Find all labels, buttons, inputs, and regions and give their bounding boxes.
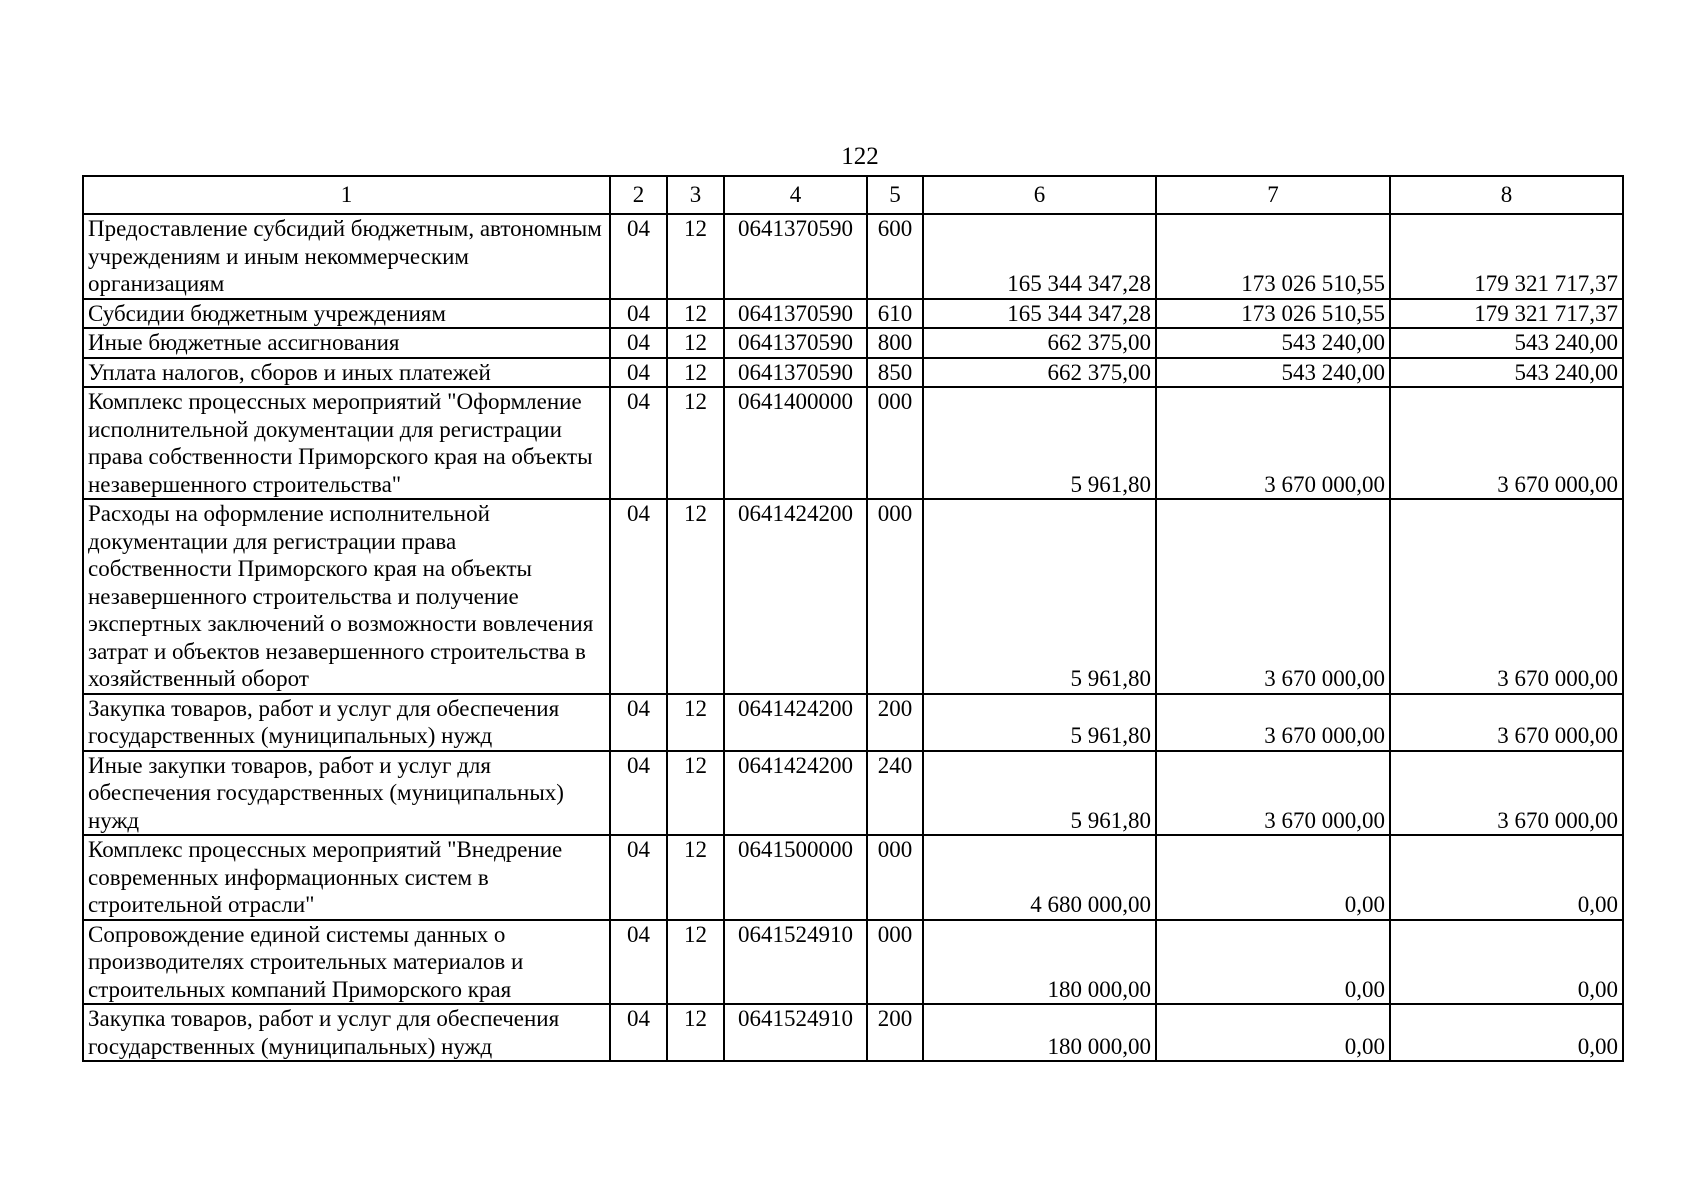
amount-year1-cell: 180 000,00 bbox=[923, 920, 1156, 1005]
amount-year3-cell: 3 670 000,00 bbox=[1390, 387, 1623, 499]
expense-type-cell: 000 bbox=[867, 387, 923, 499]
amount-year1-cell: 165 344 347,28 bbox=[923, 299, 1156, 329]
row-name-cell: Расходы на оформление исполнительной документации для регистрации права собственности Приморского края на объекты незавершенного строительства и получение экспертных заключений о возможности вовлечения затрат и объектов незавершенного строительства в хозяйственный оборот bbox=[83, 499, 610, 694]
table-row bbox=[83, 835, 1623, 920]
target-article-cell: 0641370590 bbox=[724, 358, 867, 388]
section-code-cell: 04 bbox=[610, 835, 667, 920]
expense-type-cell: 200 bbox=[867, 1004, 923, 1061]
subsection-code-cell: 12 bbox=[667, 835, 724, 920]
table-row bbox=[83, 751, 1623, 836]
table-row bbox=[83, 387, 1623, 499]
table-row bbox=[83, 1004, 1623, 1061]
column-header: 6 bbox=[923, 176, 1156, 214]
header-row bbox=[83, 176, 1623, 214]
amount-year3-cell: 3 670 000,00 bbox=[1390, 694, 1623, 751]
row-name-cell: Закупка товаров, работ и услуг для обеспечения государственных (муниципальных) нужд bbox=[83, 694, 610, 751]
column-header: 2 bbox=[610, 176, 667, 214]
table-row bbox=[83, 499, 1623, 694]
amount-year3-cell: 179 321 717,37 bbox=[1390, 214, 1623, 299]
column-header: 1 bbox=[83, 176, 610, 214]
subsection-code-cell: 12 bbox=[667, 751, 724, 836]
column-header: 3 bbox=[667, 176, 724, 214]
column-header: 5 bbox=[867, 176, 923, 214]
amount-year2-cell: 173 026 510,55 bbox=[1156, 299, 1390, 329]
amount-year2-cell: 3 670 000,00 bbox=[1156, 387, 1390, 499]
row-name-cell: Комплекс процессных мероприятий "Оформление исполнительной документации для регистрации права собственности Приморского края на объекты незавершенного строительства" bbox=[83, 387, 610, 499]
section-code-cell: 04 bbox=[610, 214, 667, 299]
expense-type-cell: 610 bbox=[867, 299, 923, 329]
section-code-cell: 04 bbox=[610, 499, 667, 694]
amount-year1-cell: 5 961,80 bbox=[923, 499, 1156, 694]
target-article-cell: 0641524910 bbox=[724, 1004, 867, 1061]
subsection-code-cell: 12 bbox=[667, 214, 724, 299]
expense-type-cell: 800 bbox=[867, 328, 923, 358]
column-header: 4 bbox=[724, 176, 867, 214]
section-code-cell: 04 bbox=[610, 1004, 667, 1061]
expense-type-cell: 000 bbox=[867, 920, 923, 1005]
column-header: 8 bbox=[1390, 176, 1623, 214]
amount-year2-cell: 3 670 000,00 bbox=[1156, 499, 1390, 694]
section-code-cell: 04 bbox=[610, 751, 667, 836]
row-name-cell: Комплекс процессных мероприятий "Внедрение современных информационных систем в строительной отрасли" bbox=[83, 835, 610, 920]
expense-type-cell: 240 bbox=[867, 751, 923, 836]
row-name-cell: Иные закупки товаров, работ и услуг для обеспечения государственных (муниципальных) нужд bbox=[83, 751, 610, 836]
target-article-cell: 0641370590 bbox=[724, 299, 867, 329]
expense-type-cell: 600 bbox=[867, 214, 923, 299]
row-name-cell: Закупка товаров, работ и услуг для обеспечения государственных (муниципальных) нужд bbox=[83, 1004, 610, 1061]
amount-year3-cell: 3 670 000,00 bbox=[1390, 499, 1623, 694]
subsection-code-cell: 12 bbox=[667, 499, 724, 694]
target-article-cell: 0641424200 bbox=[724, 751, 867, 836]
row-name-cell: Уплата налогов, сборов и иных платежей bbox=[83, 358, 610, 388]
target-article-cell: 0641424200 bbox=[724, 694, 867, 751]
expense-type-cell: 000 bbox=[867, 499, 923, 694]
amount-year2-cell: 3 670 000,00 bbox=[1156, 694, 1390, 751]
subsection-code-cell: 12 bbox=[667, 358, 724, 388]
row-name-cell: Иные бюджетные ассигнования bbox=[83, 328, 610, 358]
subsection-code-cell: 12 bbox=[667, 299, 724, 329]
amount-year3-cell: 3 670 000,00 bbox=[1390, 751, 1623, 836]
column-header: 7 bbox=[1156, 176, 1390, 214]
amount-year2-cell: 3 670 000,00 bbox=[1156, 751, 1390, 836]
amount-year3-cell: 179 321 717,37 bbox=[1390, 299, 1623, 329]
table-row bbox=[83, 694, 1623, 751]
amount-year3-cell: 543 240,00 bbox=[1390, 328, 1623, 358]
amount-year1-cell: 4 680 000,00 bbox=[923, 835, 1156, 920]
target-article-cell: 0641424200 bbox=[724, 499, 867, 694]
section-code-cell: 04 bbox=[610, 694, 667, 751]
table-row bbox=[83, 299, 1623, 329]
amount-year3-cell: 543 240,00 bbox=[1390, 358, 1623, 388]
amount-year2-cell: 173 026 510,55 bbox=[1156, 214, 1390, 299]
amount-year1-cell: 662 375,00 bbox=[923, 328, 1156, 358]
expense-type-cell: 850 bbox=[867, 358, 923, 388]
target-article-cell: 0641370590 bbox=[724, 214, 867, 299]
table-row bbox=[83, 214, 1623, 299]
section-code-cell: 04 bbox=[610, 920, 667, 1005]
amount-year3-cell: 0,00 bbox=[1390, 835, 1623, 920]
target-article-cell: 0641500000 bbox=[724, 835, 867, 920]
table-row bbox=[83, 920, 1623, 1005]
row-name-cell: Субсидии бюджетным учреждениям bbox=[83, 299, 610, 329]
amount-year1-cell: 5 961,80 bbox=[923, 751, 1156, 836]
expense-type-cell: 200 bbox=[867, 694, 923, 751]
target-article-cell: 0641524910 bbox=[724, 920, 867, 1005]
amount-year1-cell: 662 375,00 bbox=[923, 358, 1156, 388]
amount-year1-cell: 5 961,80 bbox=[923, 694, 1156, 751]
amount-year1-cell: 165 344 347,28 bbox=[923, 214, 1156, 299]
budget-table bbox=[82, 175, 1624, 1062]
subsection-code-cell: 12 bbox=[667, 694, 724, 751]
table-body bbox=[83, 214, 1623, 1061]
section-code-cell: 04 bbox=[610, 328, 667, 358]
target-article-cell: 0641400000 bbox=[724, 387, 867, 499]
subsection-code-cell: 12 bbox=[667, 920, 724, 1005]
section-code-cell: 04 bbox=[610, 299, 667, 329]
subsection-code-cell: 12 bbox=[667, 1004, 724, 1061]
page-number: 122 bbox=[841, 143, 879, 170]
section-code-cell: 04 bbox=[610, 358, 667, 388]
section-code-cell: 04 bbox=[610, 387, 667, 499]
amount-year1-cell: 5 961,80 bbox=[923, 387, 1156, 499]
amount-year2-cell: 543 240,00 bbox=[1156, 328, 1390, 358]
expense-type-cell: 000 bbox=[867, 835, 923, 920]
amount-year3-cell: 0,00 bbox=[1390, 920, 1623, 1005]
amount-year1-cell: 180 000,00 bbox=[923, 1004, 1156, 1061]
row-name-cell: Сопровождение единой системы данных о производителях строительных материалов и строительных компаний Приморского края bbox=[83, 920, 610, 1005]
table-row bbox=[83, 358, 1623, 388]
amount-year2-cell: 0,00 bbox=[1156, 1004, 1390, 1061]
subsection-code-cell: 12 bbox=[667, 387, 724, 499]
amount-year2-cell: 543 240,00 bbox=[1156, 358, 1390, 388]
row-name-cell: Предоставление субсидий бюджетным, автономным учреждениям и иным некоммерческим организациям bbox=[83, 214, 610, 299]
target-article-cell: 0641370590 bbox=[724, 328, 867, 358]
subsection-code-cell: 12 bbox=[667, 328, 724, 358]
amount-year2-cell: 0,00 bbox=[1156, 920, 1390, 1005]
amount-year3-cell: 0,00 bbox=[1390, 1004, 1623, 1061]
amount-year2-cell: 0,00 bbox=[1156, 835, 1390, 920]
table-row bbox=[83, 328, 1623, 358]
